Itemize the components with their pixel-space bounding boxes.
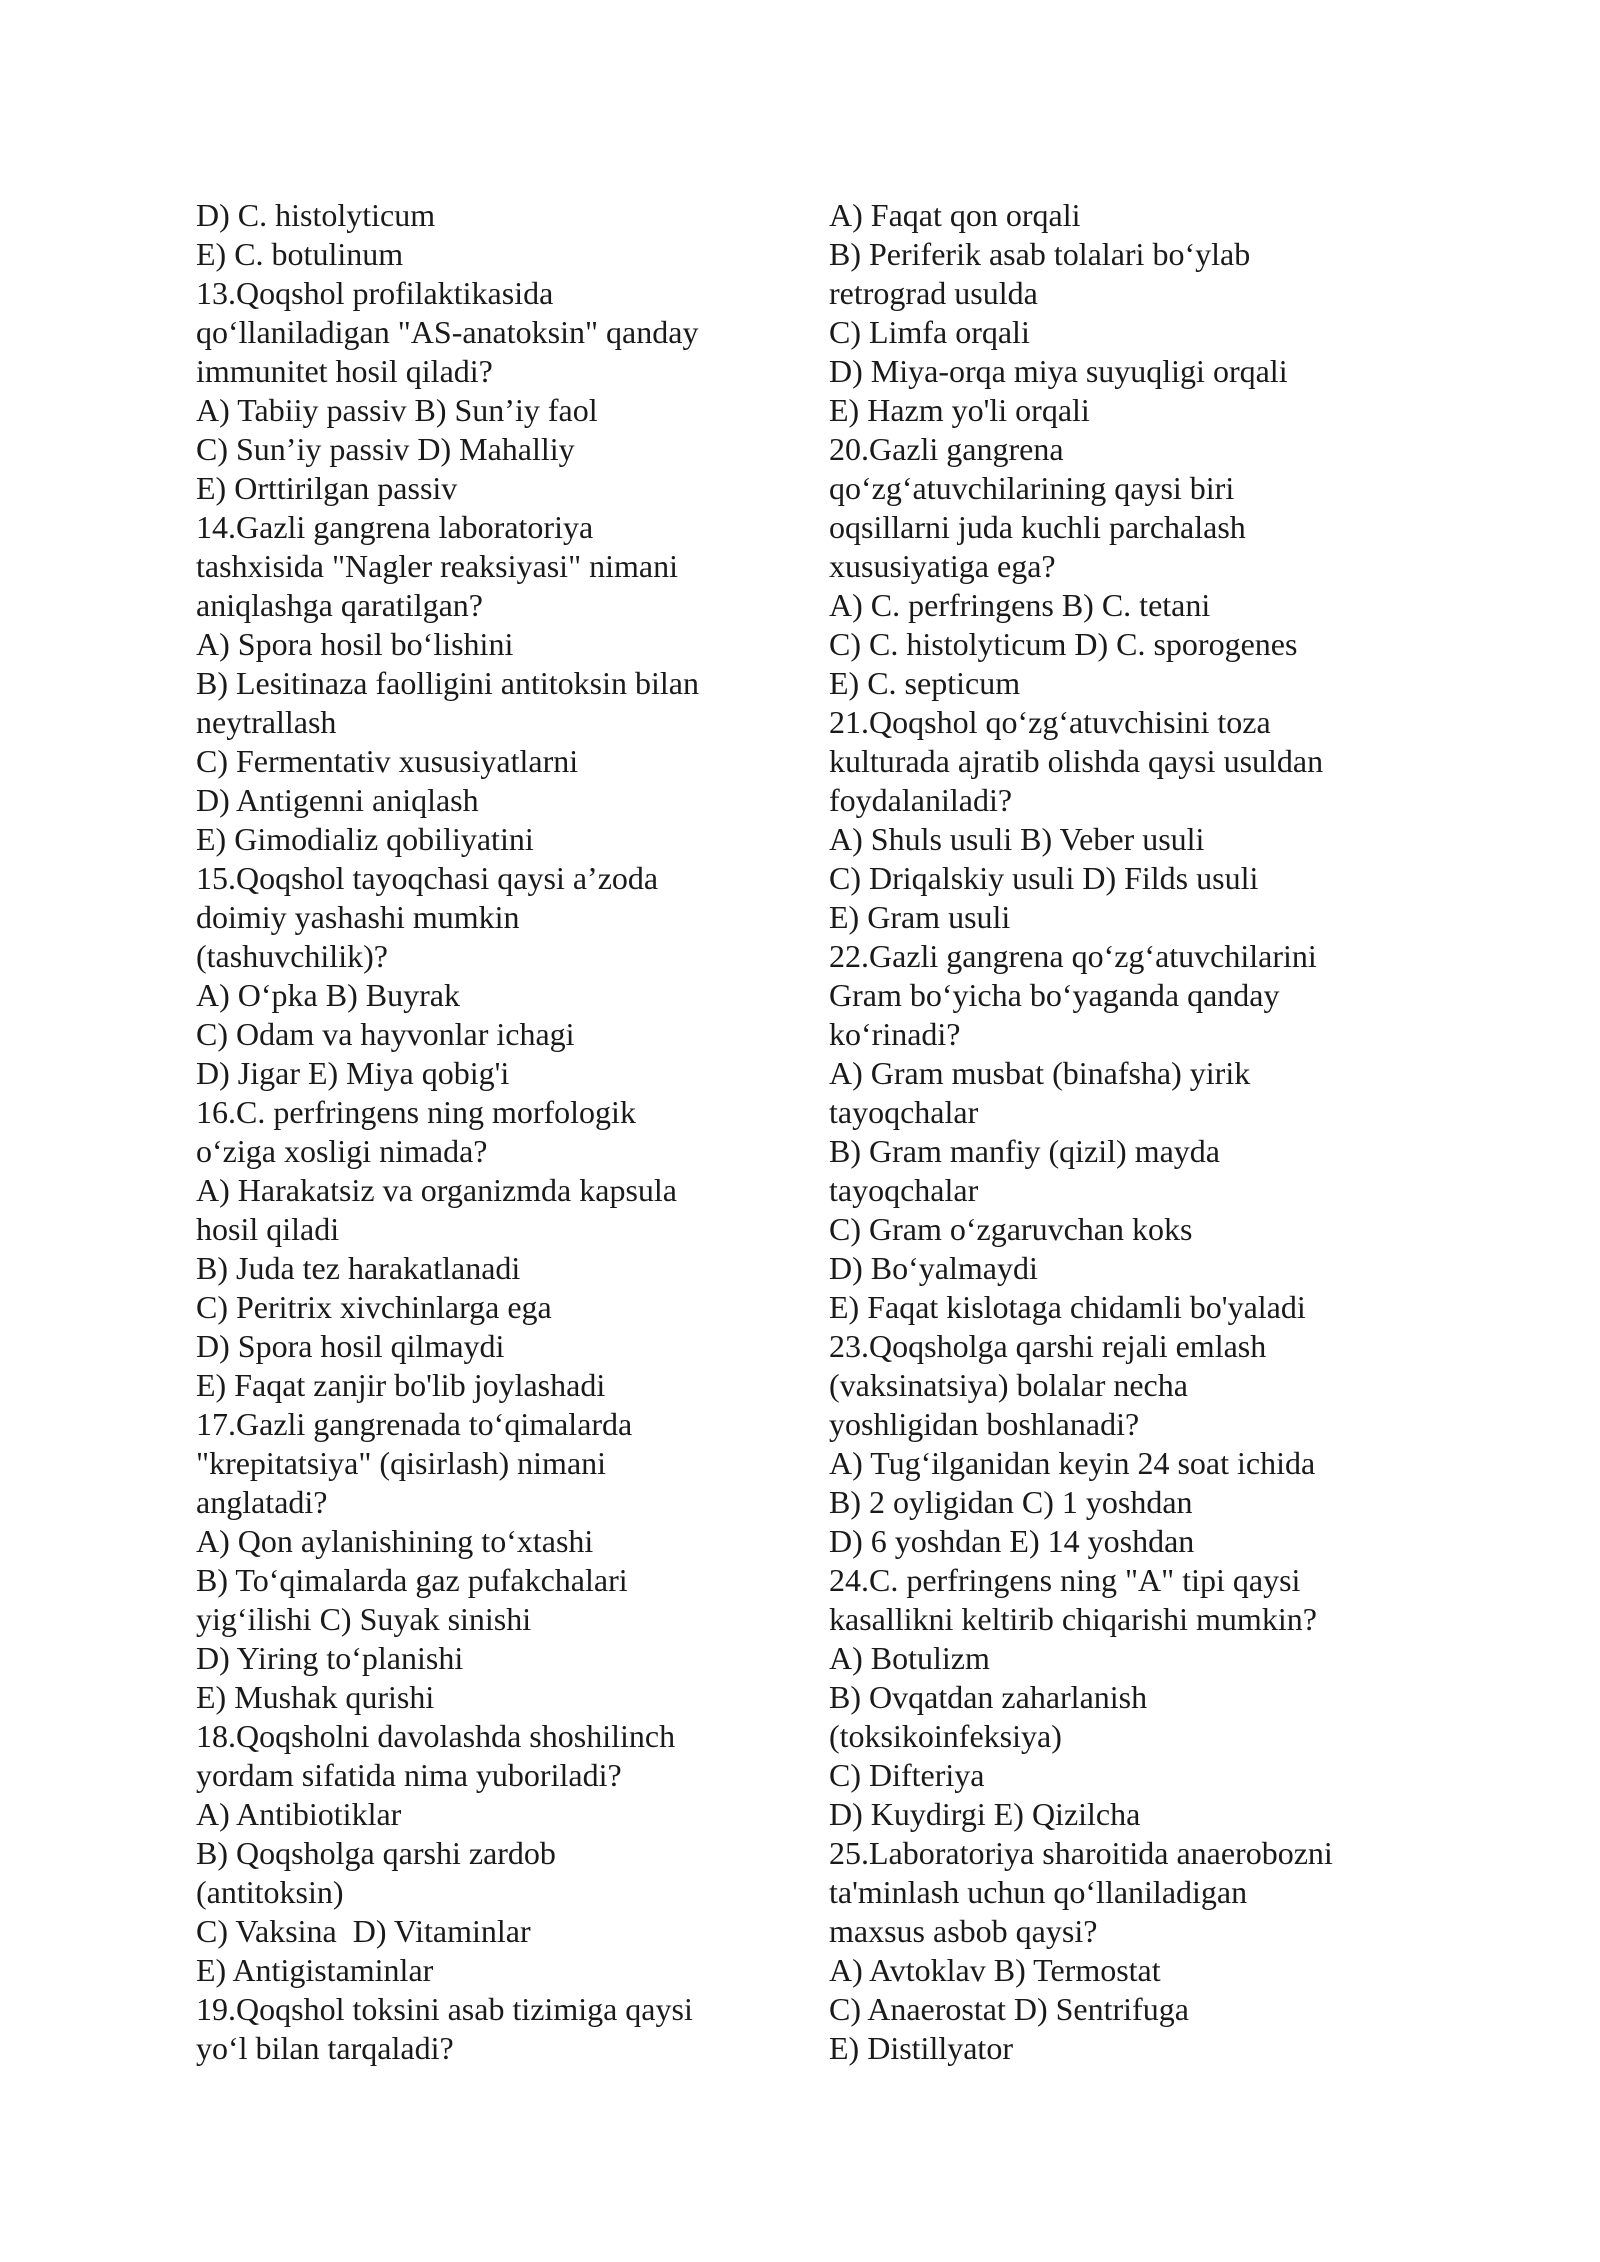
text-line: A) Harakatsiz va organizmda kapsula [196, 1172, 677, 1208]
text-line: E) Gram usuli [829, 899, 1011, 935]
text-line: C) Driqalskiy usuli D) Filds usuli [829, 860, 1259, 896]
text-line: 19.Qoqshol toksini asab tizimiga qaysi [196, 1991, 693, 2027]
text-line: E) Hazm yo'li orqali [829, 392, 1090, 428]
text-line: (antitoksin) [196, 1874, 344, 1910]
text-line: qo‘zg‘atuvchilarining qaysi biri [829, 470, 1235, 506]
text-line: 21.Qoqshol qo‘zg‘atuvchisini toza [829, 704, 1271, 740]
text-line: E) Distillyator [829, 2030, 1013, 2066]
text-line: D) Spora hosil qilmaydi [196, 1328, 505, 1364]
text-line: yo‘l bilan tarqaladi? [196, 2030, 454, 2066]
text-line: 18.Qoqsholni davolashda shoshilinch [196, 1718, 676, 1754]
text-line: A) Antibiotiklar [196, 1796, 402, 1832]
text-line: C) C. histolyticum D) C. sporogenes [829, 626, 1298, 662]
text-line: 25.Laboratoriya sharoitida anaerobozni [829, 1835, 1333, 1871]
text-line: 17.Gazli gangrenada to‘qimalarda [196, 1406, 633, 1442]
right-column [829, 196, 1449, 2068]
text-line: D) Jigar E) Miya qobig'i [196, 1055, 510, 1091]
text-line: ko‘rinadi? [829, 1016, 961, 1052]
text-line: 14.Gazli gangrena laboratoriya [196, 509, 594, 545]
text-line: hosil qiladi [196, 1211, 340, 1247]
text-line: anglatadi? [196, 1484, 328, 1520]
text-line: 24.C. perfringens ning "A" tipi qaysi [829, 1562, 1301, 1598]
text-line: B) 2 oyligidan C) 1 yoshdan [829, 1484, 1193, 1520]
text-line: E) Antigistaminlar [196, 1952, 434, 1988]
text-line: A) Avtoklav B) Termostat [829, 1952, 1161, 1988]
text-line: B) Lesitinaza faolligini antitoksin bilan [196, 665, 699, 701]
text-line: C) Sun’iy passiv D) Mahalliy [196, 431, 575, 467]
text-line: E) C. septicum [829, 665, 1021, 701]
text-line: oqsillarni juda kuchli parchalash [829, 509, 1246, 545]
text-line: ta'minlash uchun qo‘llaniladigan [829, 1874, 1248, 1910]
text-line: A) Spora hosil bo‘lishini [196, 626, 514, 662]
text-line: aniqlashga qaratilgan? [196, 587, 483, 623]
text-line: 16.C. perfringens ning morfologik [196, 1094, 636, 1130]
text-line: E) Faqat zanjir bo'lib joylashadi [196, 1367, 606, 1403]
text-line: C) Gram o‘zgaruvchan koks [829, 1211, 1193, 1247]
text-line: D) 6 yoshdan E) 14 yoshdan [829, 1523, 1195, 1559]
text-line: tayoqchalar [829, 1172, 979, 1208]
text-line: C) Anaerostat D) Sentrifuga [829, 1991, 1189, 2027]
text-line: C) Odam va hayvonlar ichagi [196, 1016, 575, 1052]
text-line: E) Orttirilgan passiv [196, 470, 458, 506]
text-line: C) Peritrix xivchinlarga ega [196, 1289, 552, 1325]
text-line: B) Gram manfiy (qizil) mayda [829, 1133, 1220, 1169]
text-line: (vaksinatsiya) bolalar necha [829, 1367, 1188, 1403]
text-line: B) Ovqatdan zaharlanish [829, 1679, 1148, 1715]
text-line: A) Botulizm [829, 1640, 990, 1676]
text-line: foydalaniladi? [829, 782, 1013, 818]
left-column [196, 196, 796, 2068]
text-line: E) Gimodializ qobiliyatini [196, 821, 534, 857]
text-line: D) Yiring to‘planishi [196, 1640, 464, 1676]
text-line: tayoqchalar [829, 1094, 979, 1130]
text-line: 13.Qoqshol profilaktikasida [196, 275, 554, 311]
text-line: maxsus asbob qaysi? [829, 1913, 1098, 1949]
text-line: B) Periferik asab tolalari bo‘ylab [829, 236, 1251, 272]
text-line: neytrallash [196, 704, 337, 740]
text-line: A) Shuls usuli B) Veber usuli [829, 821, 1205, 857]
text-line: A) Gram musbat (binafsha) yirik [829, 1055, 1251, 1091]
text-line: qo‘llaniladigan "AS-anatoksin" qanday [196, 314, 699, 350]
text-line: tashxisida "Nagler reaksiyasi" nimani [196, 548, 678, 584]
text-line: retrograd usulda [829, 275, 1038, 311]
text-line: C) Difteriya [829, 1757, 985, 1793]
text-line: Gram bo‘yicha bo‘yaganda qanday [829, 977, 1280, 1013]
text-line: A) C. perfringens B) C. tetani [829, 587, 1211, 623]
text-line: E) C. botulinum [196, 236, 404, 272]
text-line: D) Kuydirgi E) Qizilcha [829, 1796, 1141, 1832]
text-line: B) Qoqsholga qarshi zardob [196, 1835, 556, 1871]
text-line: A) O‘pka B) Buyrak [196, 977, 460, 1013]
text-line: 20.Gazli gangrena [829, 431, 1064, 467]
text-line: (tashuvchilik)? [196, 938, 388, 974]
text-line: D) Miya-orqa miya suyuqligi orqali [829, 353, 1288, 389]
text-line: xususiyatiga ega? [829, 548, 1056, 584]
text-line: E) Mushak qurishi [196, 1679, 435, 1715]
text-line: 23.Qoqsholga qarshi rejali emlash [829, 1328, 1267, 1364]
text-line: kulturada ajratib olishda qaysi usuldan [829, 743, 1324, 779]
text-line: A) Tug‘ilganidan keyin 24 soat ichida [829, 1445, 1316, 1481]
text-line: o‘ziga xosligi nimada? [196, 1133, 488, 1169]
text-line: immunitet hosil qiladi? [196, 353, 493, 389]
text-line: C) Limfa orqali [829, 314, 1030, 350]
text-line: B) To‘qimalarda gaz pufakchalari [196, 1562, 628, 1598]
text-line: yig‘ilishi C) Suyak sinishi [196, 1601, 532, 1637]
text-line: 15.Qoqshol tayoqchasi qaysi a’zoda [196, 860, 659, 896]
text-line: "krepitatsiya" (qisirlash) nimani [196, 1445, 607, 1481]
text-line: D) Antigenni aniqlash [196, 782, 479, 818]
text-line: D) C. histolyticum [196, 197, 436, 233]
text-line: doimiy yashashi mumkin [196, 899, 520, 935]
text-line: 22.Gazli gangrena qo‘zg‘atuvchilarini [829, 938, 1317, 974]
text-line: kasallikni keltirib chiqarishi mumkin? [829, 1601, 1317, 1637]
text-line: (toksikoinfeksiya) [829, 1718, 1062, 1754]
text-line: A) Tabiiy passiv B) Sun’iy faol [196, 392, 598, 428]
text-line: D) Bo‘yalmaydi [829, 1250, 1038, 1286]
text-line: E) Faqat kislotaga chidamli bo'yaladi [829, 1289, 1306, 1325]
text-line: C) Fermentativ xususiyatlarni [196, 743, 579, 779]
text-line: A) Faqat qon orqali [829, 197, 1081, 233]
text-line: A) Qon aylanishining to‘xtashi [196, 1523, 594, 1559]
text-line: B) Juda tez harakatlanadi [196, 1250, 521, 1286]
text-line: yordam sifatida nima yuboriladi? [196, 1757, 622, 1793]
text-line: yoshligidan boshlanadi? [829, 1406, 1140, 1442]
text-line: C) Vaksina D) Vitaminlar [196, 1913, 531, 1949]
